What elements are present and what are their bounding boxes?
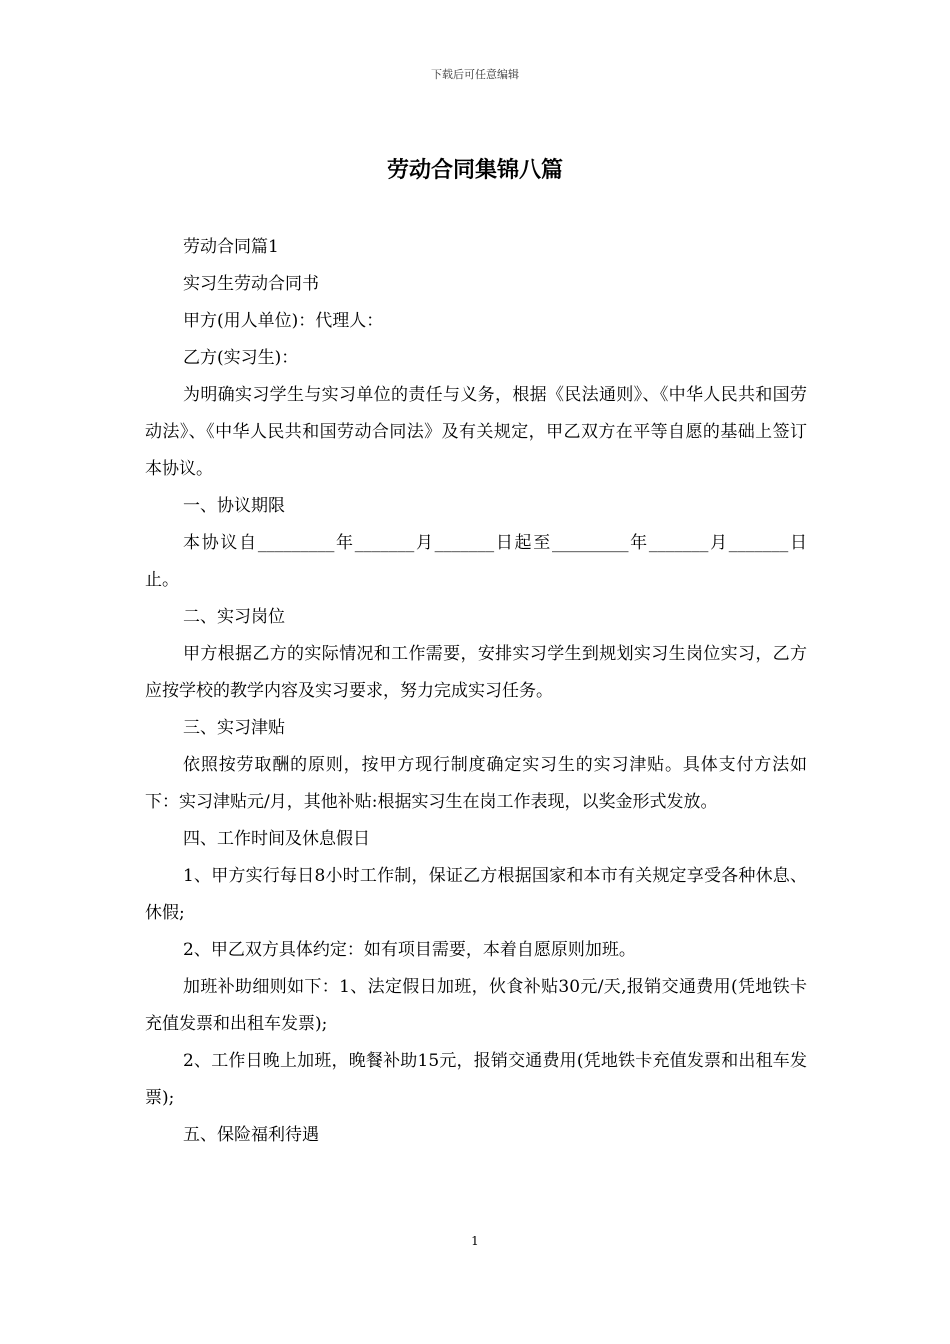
section-heading: 劳动合同篇1 — [183, 237, 279, 257]
position-paragraph: 甲方根据乙方的实际情况和工作需要，安排实习学生到规划实习生岗位实习，乙方应按学校的教学内容及实习要求，努力完成实习任务。 — [145, 644, 807, 701]
worktime-paragraph: 1、甲方实行每日8小时工作制，保证乙方根据国家和本市有关规定享受各种休息、休假; — [145, 866, 807, 923]
overtime-detail-paragraph: 2、工作日晚上加班，晚餐补助15元，报销交通费用(凭地铁卡充值发票和出租车发票); — [145, 1051, 807, 1108]
contract-subtitle: 实习生劳动合同书 — [183, 274, 319, 294]
document-title: 劳动合同集锦八篇 — [386, 157, 563, 183]
clause-heading: 一、协议期限 — [183, 496, 285, 516]
clause-heading: 二、实习岗位 — [183, 607, 285, 627]
clause-heading: 五、保险福利待遇 — [183, 1125, 319, 1145]
party-a-line: 甲方(用人单位)：代理人： — [183, 311, 384, 331]
term-paragraph: 本协议自_________年_______月_______日起至_________年_______月_______日止。 — [145, 533, 807, 590]
preamble-paragraph: 为明确实习学生与实习单位的责任与义务，根据《民法通则》、《中华人民共和国劳动法》、《中华人民共和国劳动合同法》及有关规定，甲乙双方在平等自愿的基础上签订本协议。 — [145, 385, 807, 479]
document-body — [145, 229, 807, 1154]
overtime-detail-paragraph: 加班补助细则如下：1、法定假日加班，伙食补贴30元/天,报销交通费用(凭地铁卡充值发票和出租车发票); — [145, 977, 807, 1034]
clause-heading: 四、工作时间及休息假日 — [183, 829, 370, 849]
page-number: 1 — [471, 1234, 479, 1248]
party-b-line: 乙方(实习生)： — [183, 348, 299, 368]
header-note: 下载后可任意编辑 — [431, 68, 519, 81]
overtime-paragraph: 2、甲乙双方具体约定：如有项目需要，本着自愿原则加班。 — [183, 940, 636, 960]
clause-heading: 三、实习津贴 — [183, 718, 285, 738]
allowance-paragraph: 依照按劳取酬的原则，按甲方现行制度确定实习生的实习津贴。具体支付方法如下：实习津贴元/月，其他补贴:根据实习生在岗工作表现，以奖金形式发放。 — [145, 755, 807, 812]
